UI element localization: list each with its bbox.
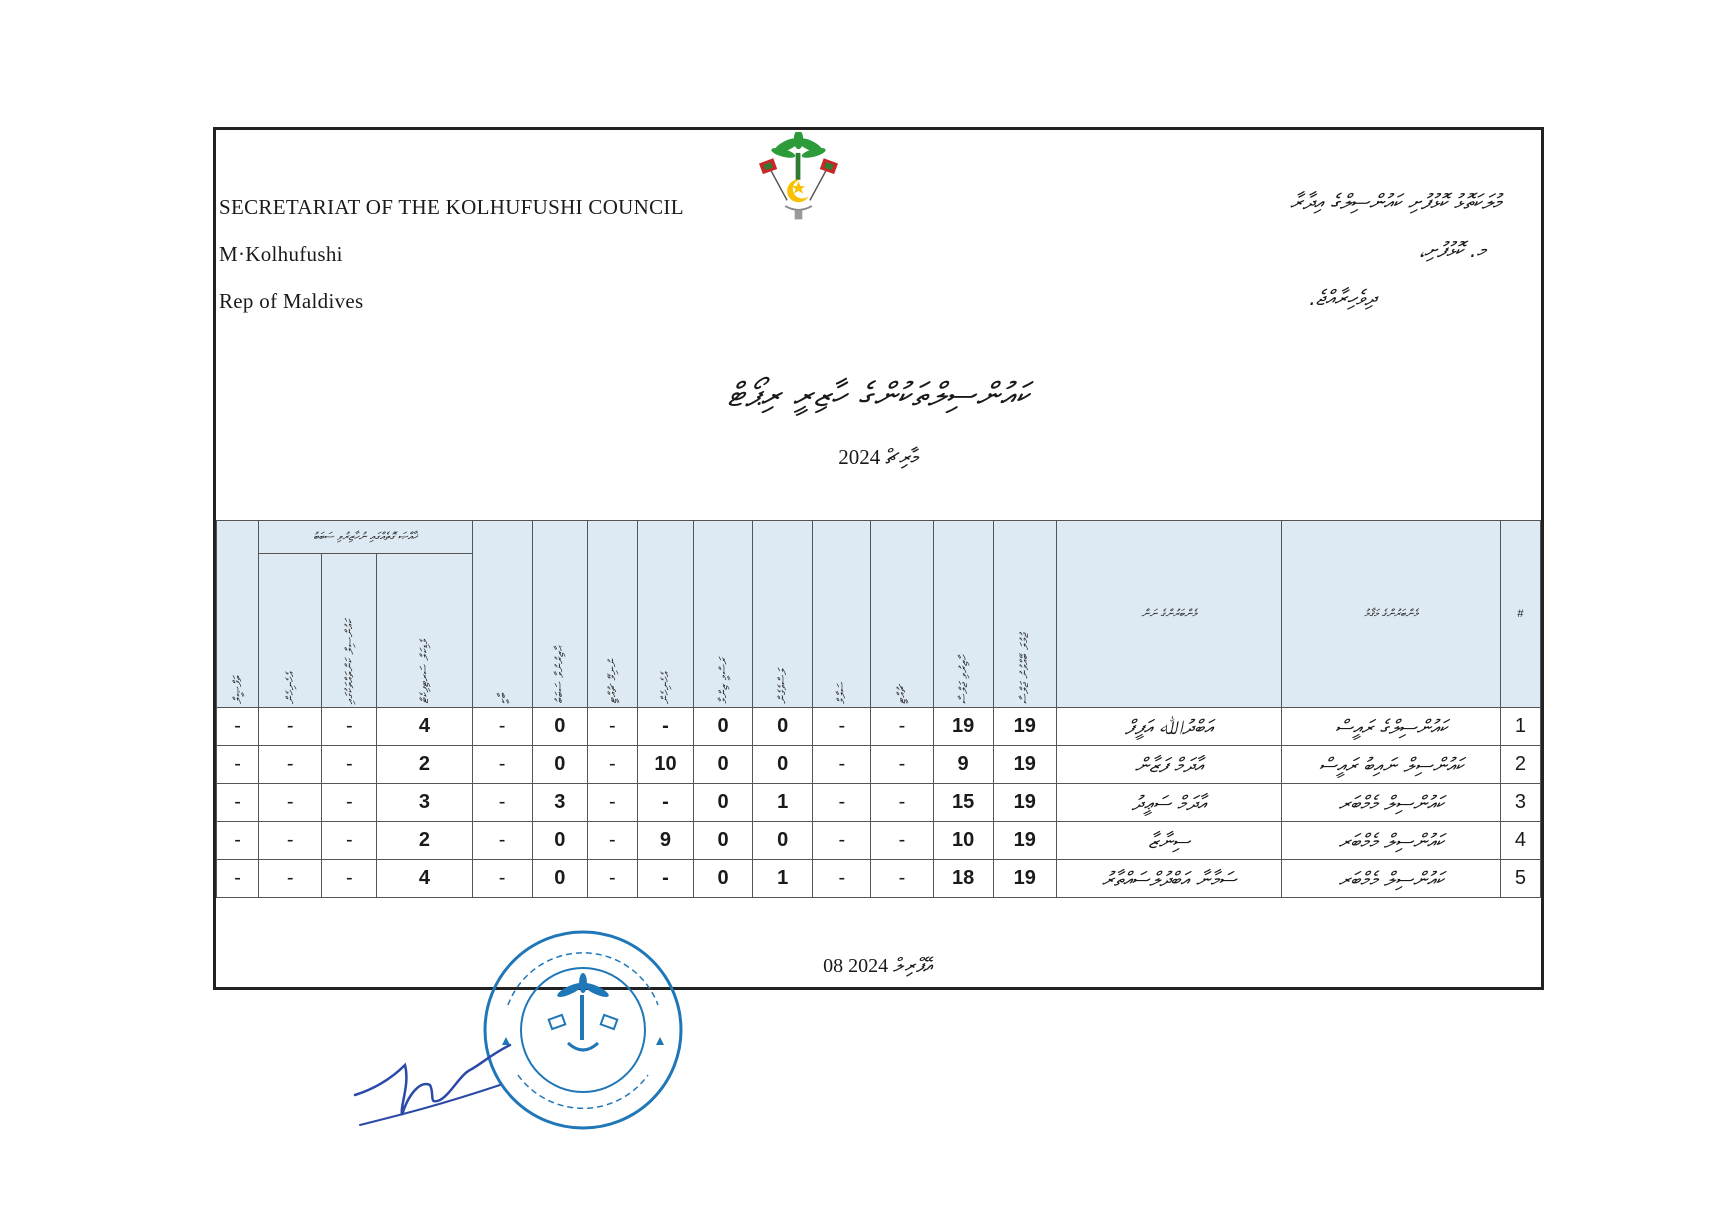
header-dv-country: ދިވެހިރާއްޖެ. — [1309, 286, 1376, 310]
col-meetings-attended: ހާޒިރުވި ޖަލްސާ — [933, 521, 993, 708]
col-lodged: ޙާޒިރުނުވާ ސަބަބު — [532, 521, 587, 708]
header-en-org: SECRETARIAT OF THE KOLHUFUSHI COUNCIL — [219, 195, 684, 219]
table-row: - - - 4 - 0 - - 0 1 - - 18 19 ސަމާނާ އަބްދުލްސައްތާރު ކައުންސިލް މެމްބަރ 5 — [217, 860, 1541, 898]
state-emblem-icon — [751, 132, 846, 227]
report-title: ކައުންސިލްތަކުންގެ ހާޒިރީ ރިޕޯޓް — [727, 375, 1030, 414]
attendance-table — [216, 520, 1541, 898]
header-en-country: Rep of Maldives — [219, 289, 364, 313]
signing-date: 08 އޭޕްރިލް 2024 — [823, 955, 934, 977]
table-row: - - - 3 - 3 - - 0 1 - - 15 19 އާދަމް ސަޢީދު ކައުންސިލް މެމްބަރ 3 — [217, 784, 1541, 822]
col-member-name: މެންބަރުންގެ ނަން — [1056, 521, 1282, 708]
col-group-reasons: ޚާއްޞަ ގޮތެއްގައި ނުހާޒިރުވި ސަބަބު — [259, 521, 472, 554]
col-meetings-total: ޖުމުލަ ބޭއްވުނު ޖަލްސާ — [993, 521, 1056, 708]
header-dv-island: މ. ކޮޅުފުށި، — [1418, 238, 1486, 262]
col-index: # — [1500, 521, 1540, 708]
report-period: 2024 މާރިޗް — [838, 445, 919, 469]
col-official: ރަސްމީ ޒިންމާ — [694, 521, 753, 708]
col-leave-type2: ނުނިމޭ ޗުއްޓީ — [587, 521, 637, 708]
col-sick: ސަލާމް — [813, 521, 871, 708]
col-remarks: ތަފްޞީލް — [217, 521, 259, 708]
col-sub-other: އެހެނިހެން — [259, 554, 322, 708]
col-leave-type1: ޗުއްޓީ — [871, 521, 933, 708]
table-row: - - - 2 - 0 - 9 0 0 - - 10 19 ސިނާޒާ ކައުންސިލް މެމްބަރ 4 — [217, 822, 1541, 860]
col-sub-council: ކައުންސިލް ކަންތައްތަކުގައި — [322, 554, 377, 708]
table-header-row — [217, 521, 1541, 554]
col-note: ބާކީ — [472, 521, 532, 708]
header-en-island: M·Kolhufushi — [219, 242, 343, 266]
col-member-title: މެންބަރުންގެ މަޤާމު — [1282, 521, 1500, 708]
col-late: ލަސްވެގެން — [753, 521, 813, 708]
table-row: - - - 4 - 0 - - 0 0 - - 19 19 އަބްދުﷲ އަފީފް ކައުންސިލްގެ ރައީސް 1 — [217, 708, 1541, 746]
header-dv-org: މުލަކަތޮޅު ކޮޅުފުށި ކައުންސިލްގެ އިދާރާ — [1289, 190, 1501, 214]
document-frame — [213, 127, 1544, 990]
col-sub-medical: މެޑިކަލް ސަރޓިފިކެޓް — [377, 554, 472, 708]
col-other: އެހެނިހެން — [637, 521, 693, 708]
table-row: - - - 2 - 0 - 10 0 0 - - 9 19 އާދަމް ފަޒާން ކައުންސިލް ނައިބު ރައީސް 2 — [217, 746, 1541, 784]
signature-icon — [350, 1025, 520, 1135]
